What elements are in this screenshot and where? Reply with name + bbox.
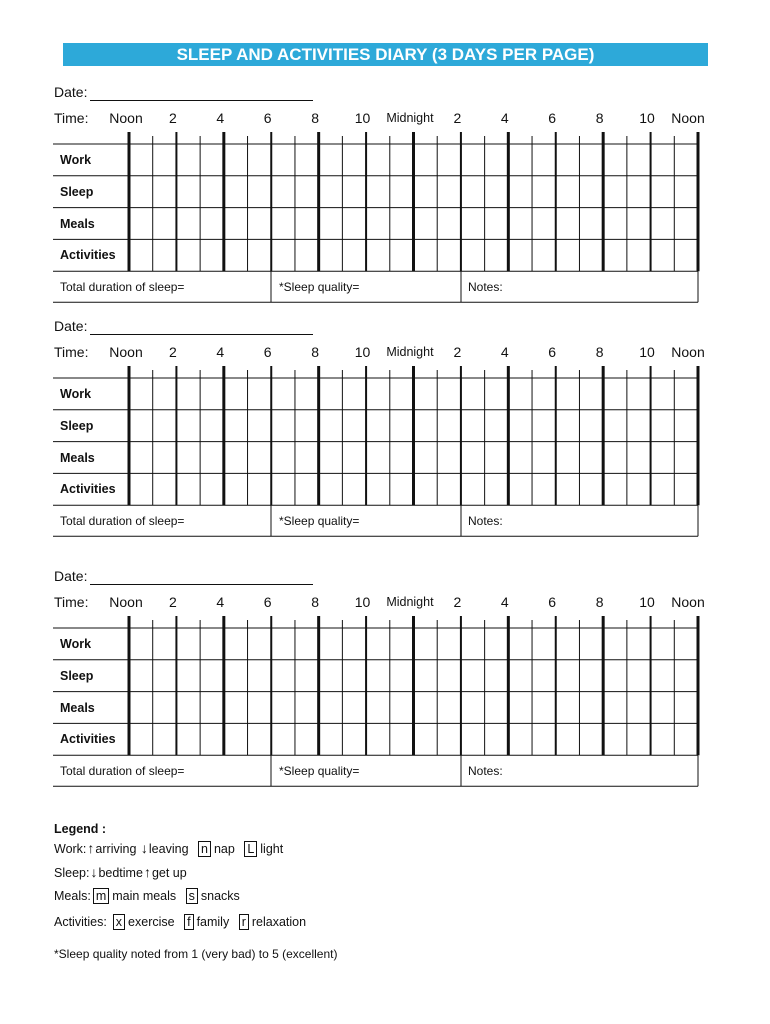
legend-exercise: exercise bbox=[128, 915, 175, 929]
hour-label: 8 bbox=[311, 594, 320, 610]
time-label: Time: bbox=[54, 594, 89, 610]
time-label: Time: bbox=[54, 110, 89, 126]
date-label: Date: bbox=[54, 568, 88, 584]
legend-family: family bbox=[196, 915, 230, 929]
legend-leaving: leaving bbox=[148, 842, 189, 856]
legend-snack-box: s bbox=[186, 888, 198, 904]
hour-label: Noon bbox=[109, 594, 143, 610]
legend-relax-box: r bbox=[239, 914, 249, 930]
time-label: Time: bbox=[54, 344, 89, 360]
arrow-up-icon: ↑ bbox=[143, 864, 151, 880]
legend-sleep-label: Sleep: bbox=[54, 866, 90, 880]
hour-label: 6 bbox=[263, 594, 272, 610]
hour-label: 4 bbox=[500, 110, 509, 126]
hour-label: 4 bbox=[500, 594, 509, 610]
legend-bedtime: bedtime bbox=[98, 866, 143, 880]
row-label-work: Work bbox=[60, 153, 92, 167]
hour-label: Noon bbox=[671, 110, 705, 126]
hour-label: 6 bbox=[548, 594, 557, 610]
hour-label: 10 bbox=[639, 594, 655, 610]
footer-quality: *Sleep quality= bbox=[279, 764, 360, 779]
hour-label: 8 bbox=[595, 110, 604, 126]
legend-title: Legend : bbox=[54, 822, 107, 836]
arrow-up-icon: ↑ bbox=[87, 840, 95, 856]
hour-label: 2 bbox=[168, 344, 177, 360]
row-label-work: Work bbox=[60, 387, 92, 401]
legend-exercise-box: x bbox=[113, 914, 125, 930]
hour-label: 4 bbox=[500, 344, 509, 360]
hour-label: Noon bbox=[671, 344, 705, 360]
hour-label: 4 bbox=[216, 344, 225, 360]
row-label-sleep: Sleep bbox=[60, 418, 94, 433]
hour-label: Midnight bbox=[386, 345, 434, 359]
date-label: Date: bbox=[54, 84, 88, 100]
hour-label: 2 bbox=[168, 594, 177, 610]
date-label: Date: bbox=[54, 318, 88, 334]
footer-notes[interactable]: Notes: bbox=[468, 280, 503, 295]
legend-relaxation: relaxation bbox=[251, 915, 307, 929]
hour-label: 2 bbox=[453, 594, 462, 610]
hour-label: 4 bbox=[216, 594, 225, 610]
legend-getup: get up bbox=[151, 866, 187, 880]
hour-label: 8 bbox=[595, 344, 604, 360]
hour-label: 10 bbox=[639, 110, 655, 126]
row-label-work: Work bbox=[60, 637, 92, 651]
legend-snacks: snacks bbox=[200, 889, 240, 903]
legend-meals-label: Meals: bbox=[54, 889, 91, 903]
hour-label: 8 bbox=[311, 344, 320, 360]
legend-main: main meals bbox=[112, 889, 177, 903]
row-label-activities: Activities bbox=[60, 482, 116, 497]
footer-total: Total duration of sleep= bbox=[60, 764, 185, 779]
legend-sleep bbox=[54, 864, 187, 880]
footer-quality: *Sleep quality= bbox=[279, 514, 360, 529]
legend-family-box: f bbox=[184, 914, 193, 930]
row-label-activities: Activities bbox=[60, 248, 116, 263]
legend-meals bbox=[54, 888, 240, 904]
hour-label: 6 bbox=[263, 110, 272, 126]
legend-activities bbox=[54, 914, 306, 930]
row-label-meals: Meals bbox=[60, 216, 95, 231]
footer-total: Total duration of sleep= bbox=[60, 514, 185, 529]
legend-work-label: Work: bbox=[54, 842, 87, 856]
legend-nap: nap bbox=[213, 842, 235, 856]
legend-nap-box: n bbox=[198, 841, 211, 857]
hour-label: Noon bbox=[109, 344, 143, 360]
page-title: SLEEP AND ACTIVITIES DIARY (3 DAYS PER PAGE) bbox=[63, 43, 708, 66]
hour-label: 2 bbox=[453, 110, 462, 126]
legend-arriving: arriving bbox=[95, 842, 137, 856]
hour-label: 10 bbox=[639, 344, 655, 360]
legend-main-box: m bbox=[93, 888, 109, 904]
hour-label: 8 bbox=[595, 594, 604, 610]
hour-label: Noon bbox=[109, 110, 143, 126]
row-label-meals: Meals bbox=[60, 700, 95, 715]
row-label-activities: Activities bbox=[60, 732, 116, 747]
footer-notes[interactable]: Notes: bbox=[468, 764, 503, 779]
hour-label: 6 bbox=[263, 344, 272, 360]
hour-label: Noon bbox=[671, 594, 705, 610]
arrow-down-icon: ↓ bbox=[140, 840, 148, 856]
hour-label: 2 bbox=[168, 110, 177, 126]
footer-quality: *Sleep quality= bbox=[279, 280, 360, 295]
legend-work bbox=[54, 840, 283, 857]
hour-label: 6 bbox=[548, 110, 557, 126]
quality-note: *Sleep quality noted from 1 (very bad) to 5 (excellent) bbox=[54, 947, 338, 961]
arrow-down-icon: ↓ bbox=[90, 864, 98, 880]
hour-label: Midnight bbox=[386, 595, 434, 609]
legend-light-box: L bbox=[244, 841, 257, 857]
legend-light: light bbox=[260, 842, 284, 856]
footer-total: Total duration of sleep= bbox=[60, 280, 185, 295]
hour-label: 10 bbox=[354, 344, 371, 360]
hour-label: 10 bbox=[354, 594, 371, 610]
hour-label: Midnight bbox=[386, 111, 434, 125]
row-label-meals: Meals bbox=[60, 450, 95, 465]
legend-activities-label: Activities: bbox=[54, 915, 107, 929]
hour-label: 2 bbox=[453, 344, 462, 360]
footer-notes[interactable]: Notes: bbox=[468, 514, 503, 529]
hour-label: 6 bbox=[548, 344, 557, 360]
hour-label: 4 bbox=[216, 110, 225, 126]
hour-label: 8 bbox=[311, 110, 320, 126]
hour-label: 10 bbox=[354, 110, 371, 126]
row-label-sleep: Sleep bbox=[60, 184, 94, 199]
row-label-sleep: Sleep bbox=[60, 668, 94, 683]
